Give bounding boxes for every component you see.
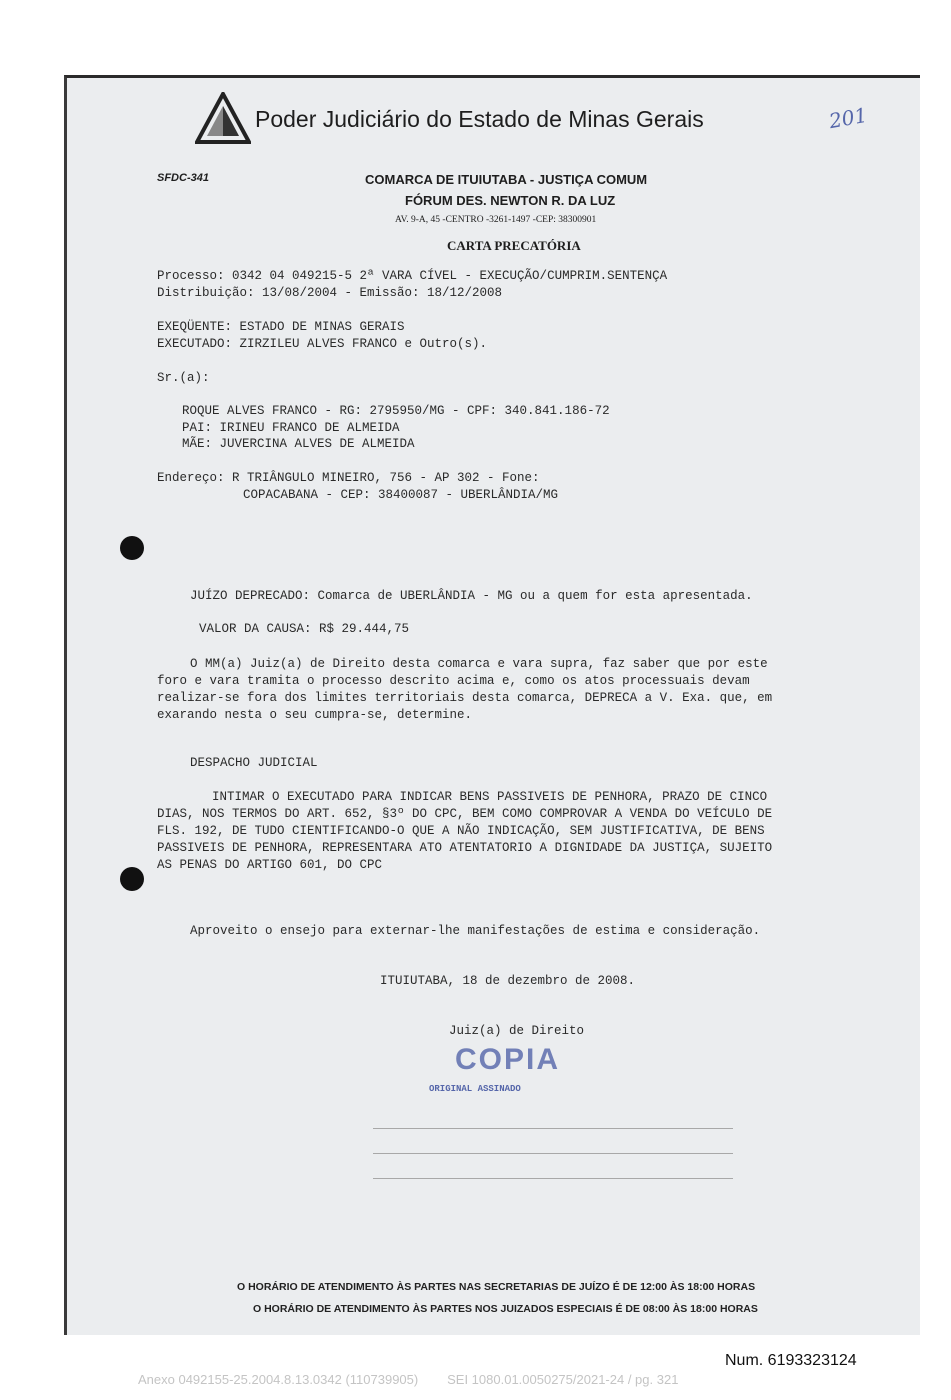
recipient-father: PAI: IRINEU FRANCO DE ALMEIDA (182, 421, 400, 435)
court-address: AV. 9-A, 45 -CENTRO -3261-1497 -CEP: 38300901 (395, 215, 597, 225)
closing-line: Aproveito o ensejo para externar-lhe manifestações de estima e consideração. (190, 924, 761, 938)
punch-hole-icon (120, 867, 144, 891)
despacho-line: AS PENAS DO ARTIGO 601, DO CPC (157, 858, 383, 872)
place-date: ITUIUTABA, 18 de dezembro de 2008. (380, 974, 636, 988)
paragraph-line: foro e vara tramita o processo descrito acima e, como os atos processuais devam (157, 674, 750, 688)
document-number: Num. 6193323124 (725, 1352, 857, 1369)
forum-title: FÓRUM DES. NEWTON R. DA LUZ (405, 193, 616, 208)
recipient-name: ROQUE ALVES FRANCO - RG: 2795950/MG - CPF: 340.841.186-72 (182, 404, 610, 418)
valor-causa: VALOR DA CAUSA: R$ 29.444,75 (199, 622, 410, 636)
recipient-address-2: COPACABANA - CEP: 38400087 - UBERLÂNDIA/MG (243, 488, 559, 502)
despacho-line: PASSIVEIS DE PENHORA, REPRESENTARA ATO ATENTATORIO A DIGNIDADE DA JUSTIÇA, SUJEITO (157, 841, 773, 855)
process-line: Processo: 0342 04 049215-5 2ª VARA CÍVEL - EXECUÇÃO/CUMPRIM.SENTENÇA (157, 269, 668, 283)
despacho-line: FLS. 192, DE TUDO CIENTIFICANDO-O QUE A NÃO INDICAÇÃO, SEM JUSTIFICATIVA, DE BENS (157, 824, 765, 838)
signature-label: Juiz(a) de Direito (449, 1024, 585, 1038)
scanned-page (64, 75, 920, 1335)
exequente-line: EXEQÜENTE: ESTADO DE MINAS GERAIS (157, 320, 405, 334)
salutation: Sr.(a): (157, 371, 210, 385)
faint-signature-line (373, 1128, 733, 1129)
faint-signature-line (373, 1153, 733, 1154)
judiciary-logo-icon (195, 92, 251, 144)
distribution-line: Distribuição: 13/08/2004 - Emissão: 18/12/2008 (157, 286, 503, 300)
recipient-mother: MÃE: JUVERCINA ALVES DE ALMEIDA (182, 437, 415, 451)
footer-hours-line-1: O HORÁRIO DE ATENDIMENTO ÀS PARTES NAS SECRETARIAS DE JUÍZO É DE 12:00 ÀS 18:00 HORAS (237, 1281, 756, 1293)
paragraph-line: O MM(a) Juiz(a) de Direito desta comarca e vara supra, faz saber que por este (190, 657, 768, 671)
despacho-line: DIAS, NOS TERMOS DO ART. 652, §3º DO CPC, BEM COMO COMPROVAR A VENDA DO VEÍCULO DE (157, 807, 773, 821)
form-code: SFDC-341 (157, 172, 209, 184)
faint-signature-line (373, 1178, 733, 1179)
copy-stamp-subtitle: ORIGINAL ASSINADO (429, 1084, 521, 1094)
despacho-title: DESPACHO JUDICIAL (190, 756, 318, 770)
despacho-line: INTIMAR O EXECUTADO PARA INDICAR BENS PASSIVEIS DE PENHORA, PRAZO DE CINCO (212, 790, 768, 804)
paragraph-line: realizar-se fora dos limites territoriais desta comarca, DEPRECA a V. Exa. que, em (157, 691, 773, 705)
juizo-deprecado: JUÍZO DEPRECADO: Comarca de UBERLÂNDIA - MG ou a quem for esta apresentada. (190, 589, 753, 603)
page-mark-handwritten: 201 (827, 102, 869, 134)
footer-hours-line-2: O HORÁRIO DE ATENDIMENTO ÀS PARTES NOS JUIZADOS ESPECIAIS É DE 08:00 ÀS 18:00 HORAS (253, 1303, 758, 1315)
copy-stamp: COPIA (455, 1043, 561, 1076)
punch-hole-icon (120, 536, 144, 560)
annex-reference: Anexo 0492155-25.2004.8.13.0342 (110739905) SEI 1080.01.0050275/2021-24 / pg. 321 (138, 1372, 679, 1387)
paragraph-line: exarando nesta o seu cumpra-se, determine. (157, 708, 473, 722)
comarca-title: COMARCA DE ITUIUTABA - JUSTIÇA COMUM (365, 172, 648, 187)
doc-type-title: CARTA PRECATÓRIA (447, 238, 581, 253)
org-title: Poder Judiciário do Estado de Minas Gerais (255, 106, 704, 132)
executado-line: EXECUTADO: ZIRZILEU ALVES FRANCO e Outro(s). (157, 337, 488, 351)
recipient-address-1: Endereço: R TRIÂNGULO MINEIRO, 756 - AP 302 - Fone: (157, 471, 540, 485)
